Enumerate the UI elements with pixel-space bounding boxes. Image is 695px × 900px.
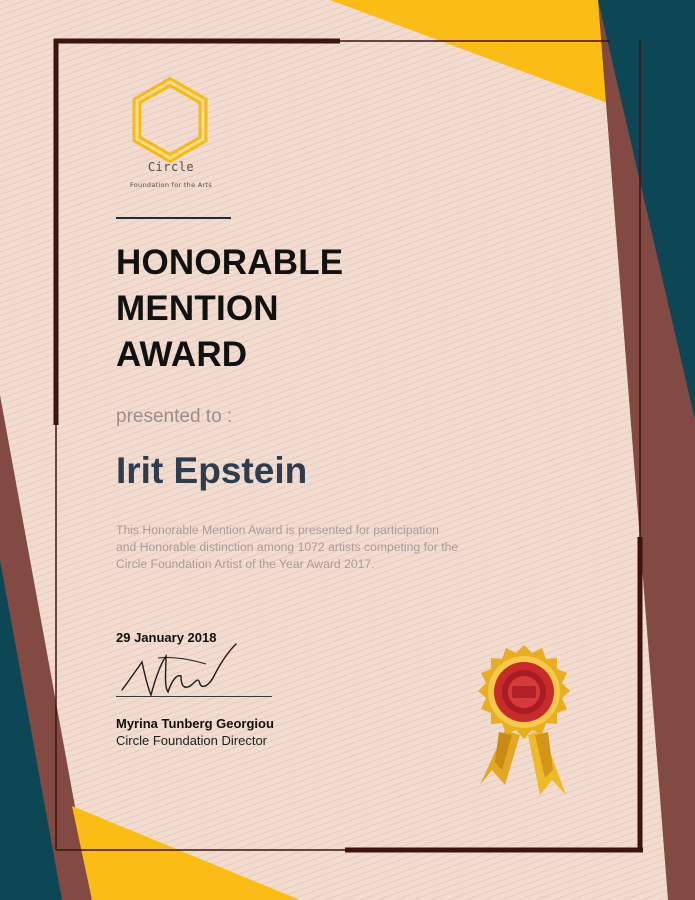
wax-seal-ribbon-icon bbox=[478, 645, 570, 795]
presented-to-label: presented to : bbox=[116, 406, 233, 427]
corner-shape-yellow-top bbox=[330, 0, 640, 115]
divider-rule bbox=[116, 217, 231, 219]
award-description bbox=[116, 522, 516, 573]
logo-name: Circle bbox=[147, 160, 195, 174]
signature bbox=[122, 644, 236, 695]
signer-name: Myrina Tunberg Georgiou bbox=[116, 716, 274, 731]
title-line: HONORABLE bbox=[116, 243, 344, 282]
recipient-name: Irit Epstein bbox=[116, 450, 308, 491]
title-line: AWARD bbox=[116, 335, 248, 374]
description-line: Circle Foundation Artist of the Year Award 2017. bbox=[116, 557, 375, 571]
corner-shape-yellow-bottom bbox=[72, 806, 300, 900]
description-line: This Honorable Mention Award is presented for participation bbox=[116, 523, 439, 537]
certificate-title bbox=[116, 240, 396, 378]
award-date: 29 January 2018 bbox=[116, 630, 217, 645]
signature-line bbox=[116, 696, 272, 697]
logo-tagline: Foundation for the Arts bbox=[129, 181, 213, 189]
description-line: and Honorable distinction among 1072 artists competing for the bbox=[116, 540, 459, 554]
hexagon-ring-icon bbox=[137, 82, 203, 158]
signer-title: Circle Foundation Director bbox=[116, 733, 268, 748]
title-line: MENTION bbox=[116, 289, 279, 328]
